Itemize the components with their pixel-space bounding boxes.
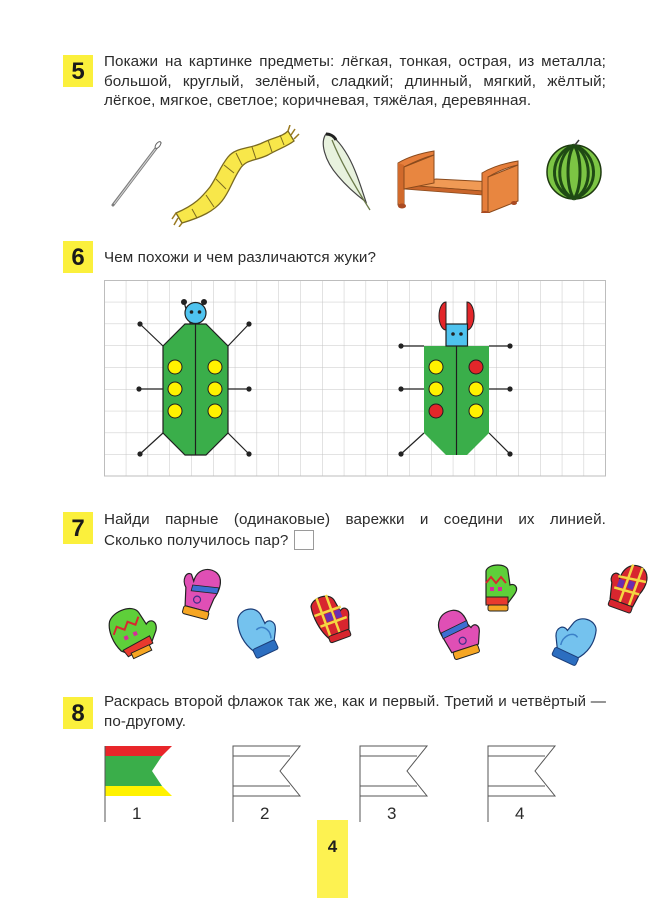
beetle-grid	[104, 280, 606, 477]
task-7-line-1: Найди парные (одинаковые) варежки и соедини их линией.	[104, 511, 606, 528]
mitten-blue[interactable]	[228, 598, 291, 667]
task-number-badge: 7	[63, 512, 93, 544]
page-number-tab	[317, 820, 348, 898]
feather-icon	[318, 130, 380, 212]
mitten-red-plaid[interactable]	[302, 584, 363, 651]
needle-icon	[108, 135, 168, 210]
flag-label-1: 1	[132, 804, 142, 823]
flag-label-2: 2	[260, 804, 270, 823]
task-6-text: Чем похожи и чем различаются жуки?	[104, 249, 377, 266]
task-number-badge: 5	[63, 55, 93, 87]
mittens-area	[100, 555, 610, 670]
scarf-icon	[170, 125, 300, 227]
flag-label-4: 4	[515, 804, 525, 823]
mitten-green-zigzag[interactable]	[101, 595, 171, 667]
answer-box[interactable]	[294, 530, 314, 550]
task-number-badge: 8	[63, 697, 93, 729]
page-number: 4	[327, 837, 338, 856]
task-5-text: Покажи на картинке предметы: лёгкая, тонкая, острая, из металла; большой, круглый, зелёный, сладкий; длинный, мягкий, жёлтый; лёгкое, мягкое, светлое; коричневая, тяжёлая, деревянная.	[104, 53, 606, 109]
mitten-green-zigzag[interactable]	[482, 563, 524, 613]
task-5-pictures	[100, 125, 610, 230]
task-7-text	[104, 510, 606, 550]
mitten-pink-dot[interactable]	[171, 560, 229, 625]
task-number-badge: 6	[63, 241, 93, 273]
task-7-line-2: Сколько получилось пар?	[104, 530, 606, 551]
mitten-blue[interactable]	[541, 605, 611, 677]
task-8-text: Раскрась второй флажок так же, как и первый. Третий и четвёртый — по-другому.	[104, 693, 606, 730]
bed-icon	[396, 143, 524, 213]
flag-label-3: 3	[387, 804, 397, 823]
mitten-red-plaid[interactable]	[597, 554, 650, 621]
watermelon-icon	[544, 139, 604, 201]
